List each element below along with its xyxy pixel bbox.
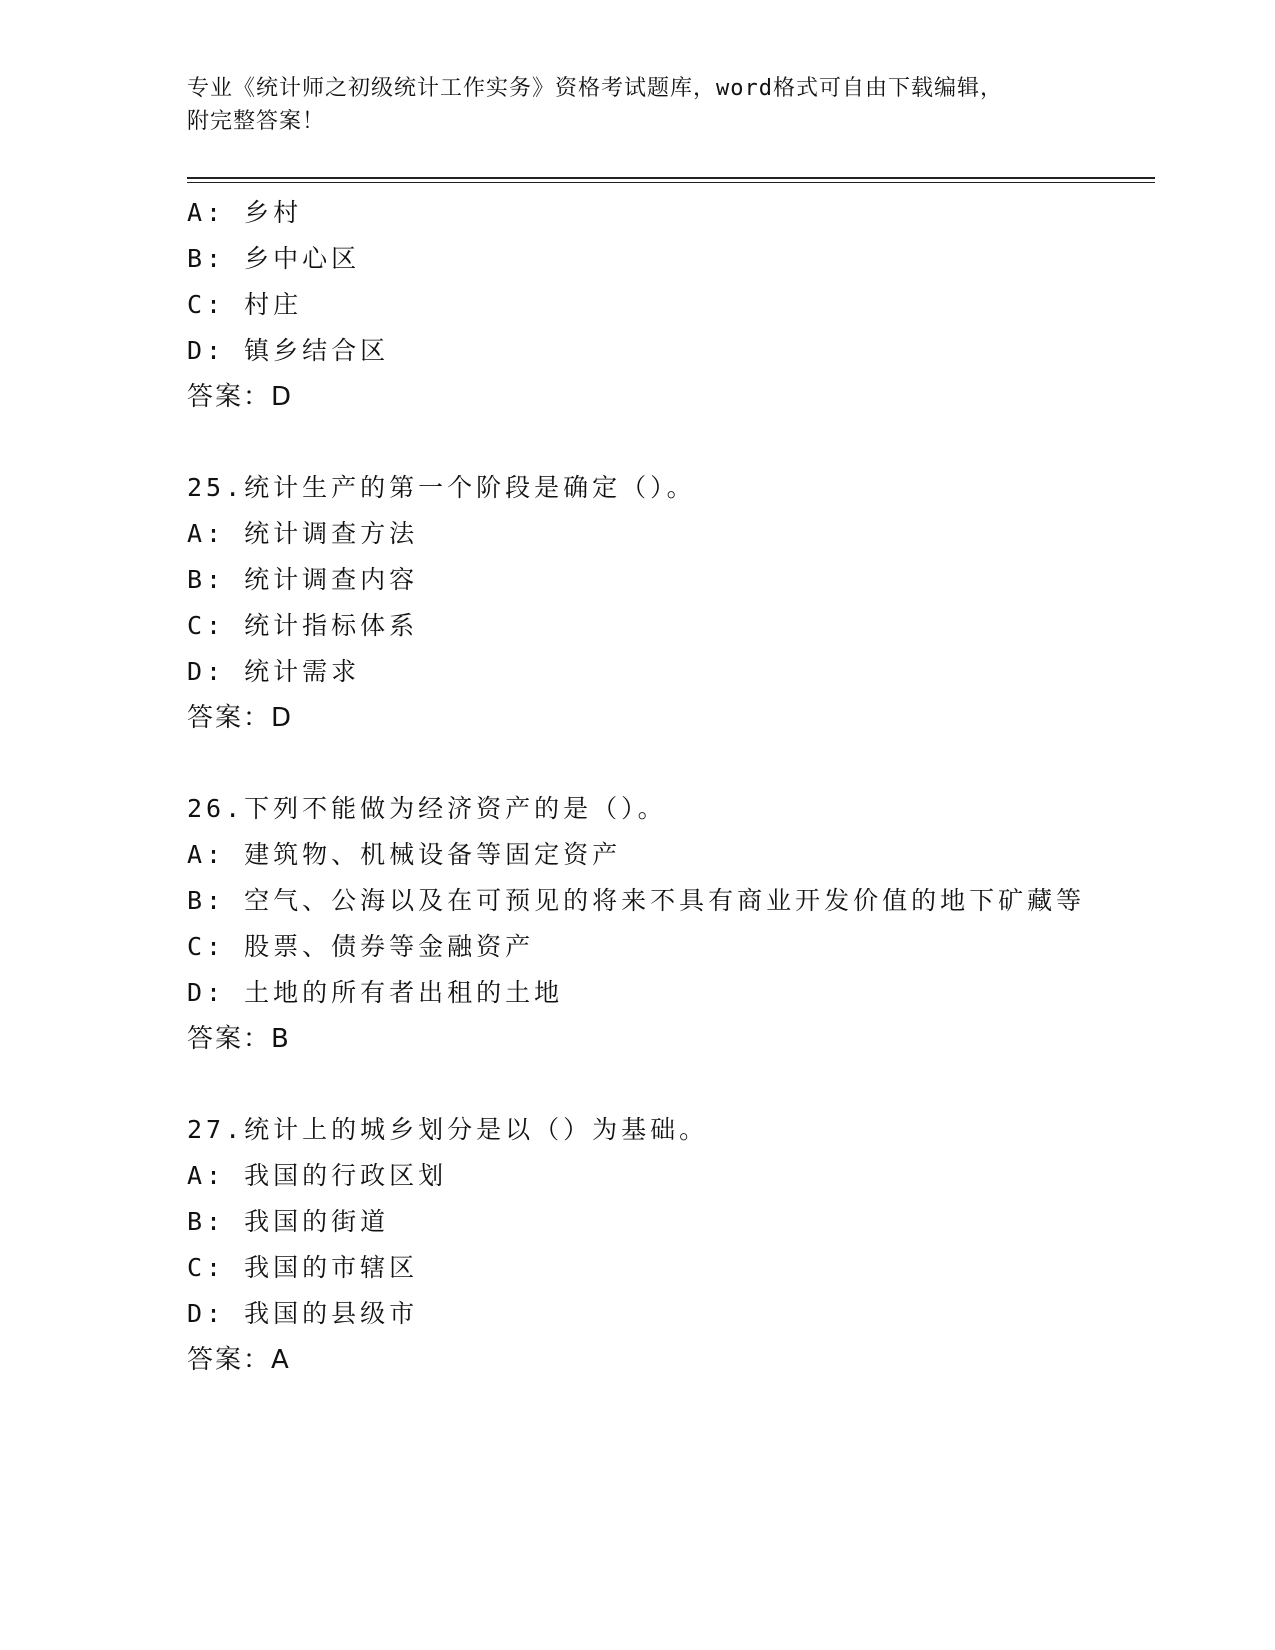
answer-line: 答案：A bbox=[187, 1345, 291, 1375]
document-header bbox=[187, 72, 1087, 138]
question-block-26 bbox=[187, 786, 1147, 1062]
option-b: B: 统计调查内容 bbox=[187, 565, 419, 594]
option-d: D: 统计需求 bbox=[187, 657, 361, 686]
option-a: A: 乡村 bbox=[187, 198, 303, 227]
question-text: 25.统计生产的第一个阶段是确定（）。 bbox=[187, 473, 696, 502]
option-c: C: 股票、债券等金融资产 bbox=[187, 932, 535, 961]
header-divider-thick bbox=[187, 177, 1155, 179]
option-c: C: 村庄 bbox=[187, 290, 303, 319]
question-block-24 bbox=[187, 190, 1147, 420]
option-b: B: 空气、公海以及在可预见的将来不具有商业开发价值的地下矿藏等 bbox=[187, 886, 1086, 915]
question-list bbox=[187, 190, 1147, 1428]
option-d: D: 镇乡结合区 bbox=[187, 336, 390, 365]
header-line-1: 专业《统计师之初级统计工作实务》资格考试题库，word格式可自由下载编辑， bbox=[187, 76, 1003, 101]
header-line-2: 附完整答案！ bbox=[187, 109, 326, 134]
question-text: 26.下列不能做为经济资产的是（）。 bbox=[187, 794, 667, 823]
answer-line: 答案：B bbox=[187, 1024, 291, 1054]
option-c: C: 我国的市辖区 bbox=[187, 1253, 419, 1282]
option-c: C: 统计指标体系 bbox=[187, 611, 419, 640]
answer-line: 答案：D bbox=[187, 703, 294, 733]
header-divider-thin bbox=[187, 182, 1155, 183]
option-b: B: 我国的街道 bbox=[187, 1207, 390, 1236]
option-a: A: 统计调查方法 bbox=[187, 519, 419, 548]
option-d: D: 我国的县级市 bbox=[187, 1299, 419, 1328]
answer-line: 答案：D bbox=[187, 382, 294, 412]
option-d: D: 土地的所有者出租的土地 bbox=[187, 978, 564, 1007]
option-a: A: 我国的行政区划 bbox=[187, 1161, 448, 1190]
question-text: 27.统计上的城乡划分是以（）为基础。 bbox=[187, 1115, 709, 1144]
question-block-25 bbox=[187, 465, 1147, 741]
option-b: B: 乡中心区 bbox=[187, 244, 361, 273]
question-block-27 bbox=[187, 1107, 1147, 1383]
option-a: A: 建筑物、机械设备等固定资产 bbox=[187, 840, 622, 869]
